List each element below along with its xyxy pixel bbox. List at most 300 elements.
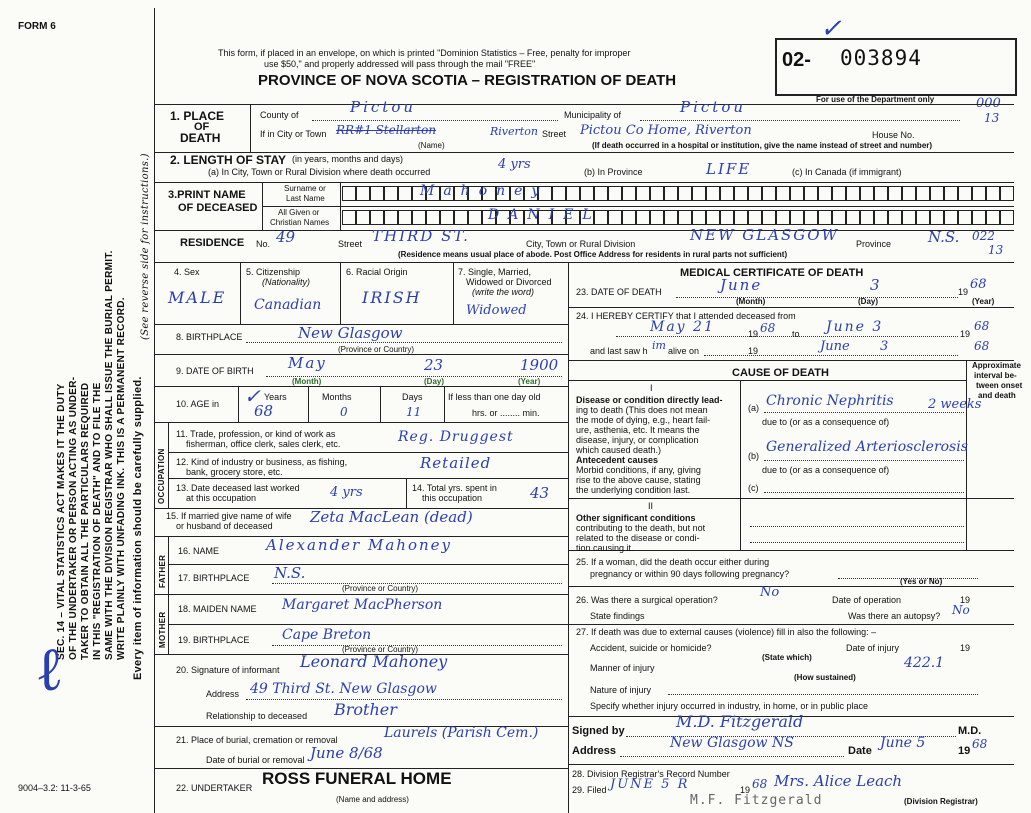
given-names-value: DANIEL: [488, 207, 601, 223]
residence-province-label: Province: [856, 239, 892, 249]
less-than-day-label: If less than one day old: [448, 392, 541, 402]
name-letter-box: [762, 186, 776, 201]
name-letter-box: [384, 210, 398, 225]
informant-label: 20. Signature of informant: [176, 665, 280, 675]
name-letter-box: [370, 186, 384, 201]
name-letter-box: [888, 210, 902, 225]
birthplace-line: [246, 342, 562, 343]
birthplace-label: 8. BIRTHPLACE: [176, 332, 243, 342]
operation-century: 19: [960, 595, 971, 605]
days-label: Days: [402, 392, 423, 402]
check-mark: ✓: [820, 14, 842, 44]
cause-header-rule: [568, 380, 966, 381]
age-div-3: [380, 386, 381, 422]
name-letter-box: [790, 210, 804, 225]
rule-after-trade: [168, 452, 568, 453]
last-worked-label-2: at this occupation: [186, 493, 257, 503]
disease-text-2: ing to death (This does not mean: [576, 405, 708, 415]
name-letter-box: [902, 210, 916, 225]
name-letter-box: [734, 186, 748, 201]
other-conditions-2: contributing to the death, but not: [576, 523, 706, 533]
death-year-sub: (Year): [972, 297, 995, 306]
form-number: FORM 6: [18, 21, 56, 32]
injury-code-value: 422.1: [904, 655, 945, 671]
father-birthplace-sub: (Province or Country): [342, 584, 419, 593]
name-letter-box: [650, 186, 664, 201]
side-text-line5: SAME WITH THE DIVISION REGISTRAR WHO SHALL ISSUE THE BURIAL PERMIT.: [104, 250, 115, 660]
filed-date-value: JUNE 5 R: [610, 777, 690, 792]
side-text-line3: TAKER TO OBTAIN ALL THE PARTICULARS REQUIRED: [80, 382, 91, 660]
death-day-sub: (Day): [858, 297, 879, 306]
age-months-value: 0: [340, 405, 348, 419]
birth-day-value: 23: [424, 356, 444, 374]
industry-label-1: 12. Kind of industry or business, as fishing,: [176, 457, 348, 467]
name-letter-box: [748, 186, 762, 201]
cause-a-line: [764, 412, 964, 413]
burial-place-value: Laurels (Parish Cem.): [384, 725, 539, 741]
birth-month-value: May: [288, 354, 327, 372]
name-letter-box: [874, 186, 888, 201]
relationship-value: Brother: [334, 700, 397, 719]
occupation-divider: [168, 422, 169, 508]
name-letter-box: [370, 210, 384, 225]
signed-date-label: Date: [848, 745, 872, 757]
name-letter-box: [664, 186, 678, 201]
undertaker-sub: (Name and address): [336, 795, 409, 804]
cause-c-label: (c): [748, 483, 759, 493]
informant-address-label: Address: [206, 689, 240, 699]
father-birthplace-label: 17. BIRTHPLACE: [178, 573, 250, 583]
rule-after-industry: [168, 478, 568, 479]
wife-value: Zeta MacLean (dead): [310, 508, 473, 526]
name-letter-box: [692, 186, 706, 201]
autopsy-label: Was there an autopsy?: [848, 611, 941, 621]
surgery-label: 26. Was there a surgical operation?: [576, 595, 718, 605]
department-code: 000: [976, 96, 1001, 111]
day-sub: (Day): [424, 377, 445, 386]
disease-text-6: which caused death.): [576, 445, 662, 455]
name-letter-box: [818, 210, 832, 225]
name-letter-box: [664, 210, 678, 225]
birthplace-value: New Glasgow: [298, 324, 403, 342]
name-letter-box: [958, 210, 972, 225]
birthplace-sub: (Province or Country): [338, 345, 415, 354]
residence-code: 022: [972, 229, 995, 243]
wife-label-2: or husband of deceased: [176, 521, 273, 531]
birth-year-value: 1900: [520, 356, 559, 374]
mother-birthplace-sub: (Province or Country): [342, 645, 419, 654]
name-letter-box: [776, 210, 790, 225]
attend-from-year: 68: [760, 321, 776, 335]
burial-date-label: Date of burial or removal: [206, 755, 305, 765]
rule-mother-mid: [168, 624, 568, 625]
department-code-13: 13: [984, 111, 1000, 125]
specify-injury-label: Specify whether injury occurred in industry, in home, or in public place: [590, 701, 868, 711]
disease-text-1: Disease or condition directly lead-: [576, 395, 723, 405]
name-letter-box: [706, 186, 720, 201]
name-letter-box: [734, 210, 748, 225]
industry-value: Retailed: [420, 454, 492, 472]
name-letter-box: [804, 210, 818, 225]
name-letter-box: [930, 186, 944, 201]
name-letter-box: [972, 186, 986, 201]
disease-text-4: ure, asthenia, etc. It means the: [576, 425, 700, 435]
side-text-line8: (See reverse side for instructions.): [140, 153, 151, 340]
city-value: Riverton: [490, 125, 538, 138]
place-of-death-label: 1. PLACE: [170, 109, 225, 123]
trade-value: Reg. Druggest: [398, 429, 514, 445]
division-registrar-sub: (Division Registrar): [904, 797, 978, 806]
rule-after-cause: [568, 550, 1014, 551]
surname-label: Surname or: [284, 184, 326, 193]
name-letter-box: [706, 210, 720, 225]
age-div-2: [308, 386, 309, 422]
rule-after-signed: [568, 764, 1014, 765]
signed-year: 68: [972, 737, 988, 751]
side-text-line1: SEC. 14 – VITAL STATISTICS ACT MAKES IT THE DUTY: [56, 383, 67, 660]
name-letter-box: [804, 186, 818, 201]
nature-line: [668, 694, 978, 695]
sex-divider: [240, 262, 241, 324]
rule-father-mid: [168, 564, 568, 565]
of-deceased-label: OF DECEASED: [178, 202, 258, 214]
age-label: 10. AGE in: [176, 399, 220, 409]
frame-top-rule: [154, 104, 1014, 105]
signed-address-label: Address: [572, 745, 617, 757]
marital-value: Widowed: [466, 303, 527, 318]
christian-names-label: Christian Names: [270, 218, 330, 227]
age-div-4: [444, 386, 445, 422]
interval-label-4: and death: [978, 391, 1016, 400]
death-label: DEATH: [180, 131, 221, 145]
frame-left-border: [154, 8, 155, 813]
county-value: Pictou: [350, 98, 417, 116]
date-of-injury-label: Date of injury: [846, 643, 900, 653]
stamp-text: M.F. Fitzgerald: [690, 793, 823, 808]
name-letter-box: [944, 186, 958, 201]
months-label: Months: [322, 392, 352, 402]
registration-number: 003894: [840, 46, 922, 70]
name-letter-box: [622, 210, 636, 225]
name-letter-box: [692, 210, 706, 225]
state-findings-label: State findings: [590, 611, 645, 621]
name-letter-box: [342, 186, 356, 201]
residence-code-2: 13: [988, 243, 1004, 257]
county-line: [312, 120, 558, 121]
residence-city-value: NEW GLASGOW: [690, 226, 840, 244]
stay-province-value: LIFE: [706, 160, 752, 178]
years-label: Years: [264, 392, 287, 402]
informant-address-line: [246, 699, 562, 700]
mother-vertical-label: MOTHER: [158, 611, 167, 648]
cause-b-line: [764, 460, 964, 461]
alive-year-value: 68: [974, 339, 990, 353]
morbid-text-2: rise to the above cause, stating: [576, 475, 701, 485]
name-letter-box: [986, 186, 1000, 201]
mailing-notice-line1: This form, if placed in an envelope, on which is printed "Dominion Statistics – Free, penalty for improper: [218, 48, 631, 58]
accident-label: Accident, suicide or homicide?: [590, 643, 712, 653]
other-conditions-1: Other significant conditions: [576, 513, 696, 523]
cause-a-value: Chronic Nephritis: [766, 393, 894, 409]
cause-divider: [740, 380, 741, 550]
hospital-note: (If death occurred in a hospital or institution, give the name instead of street and number): [592, 141, 933, 150]
name-letter-box: [1000, 186, 1014, 201]
father-birthplace-value: N.S.: [274, 564, 306, 582]
side-text-line6: WRITE PLAINLY WITH UNFADING INK. THIS IS A PERMANENT RECORD.: [116, 297, 127, 660]
rule-after-birthdate: [154, 386, 568, 387]
side-margin-mark: ℓ: [30, 633, 67, 707]
autopsy-value: No: [952, 603, 970, 617]
name-letter-box: [608, 210, 622, 225]
certify-label: 24. I HEREBY CERTIFY that I attended deceased from: [576, 311, 796, 321]
stay-city-label: (a) In City, Town or Rural Division where death occurred: [208, 167, 431, 177]
woman-label-2: pregnancy or within 90 days following pregnancy?: [590, 569, 790, 579]
residence-street-label: Street: [338, 239, 363, 249]
racial-origin-value: IRISH: [362, 288, 422, 307]
rule-after-age: [154, 422, 568, 423]
mother-birthplace-value: Cape Breton: [282, 627, 372, 643]
place-of-label: OF: [194, 121, 210, 133]
signed-century: 19: [958, 745, 971, 757]
nature-of-injury-label: Nature of injury: [590, 685, 652, 695]
name-letter-box: [832, 210, 846, 225]
section-i-label: I: [650, 383, 653, 393]
name-letter-box: [342, 210, 356, 225]
mother-maiden-label: 18. MAIDEN NAME: [178, 604, 257, 614]
name-letter-box: [776, 186, 790, 201]
name-letter-box: [916, 210, 930, 225]
medical-certificate-title: MEDICAL CERTIFICATE OF DEATH: [680, 267, 864, 279]
name-letter-box: [720, 210, 734, 225]
mailing-notice-line2: use $50," and properly addressed will pass through the mail "FREE": [264, 59, 536, 69]
name-letter-box: [552, 186, 566, 201]
cause-b-label: (b): [748, 451, 759, 461]
name-letter-box: [720, 186, 734, 201]
alive-century: 19: [748, 346, 759, 356]
father-vertical-label: FATHER: [158, 554, 167, 588]
cause-of-death-title: CAUSE OF DEATH: [732, 367, 829, 379]
rule-before-sec-ii: [568, 498, 1014, 499]
to-label: to: [792, 329, 800, 339]
wife-label-1: 15. If married give name of wife: [166, 511, 292, 521]
name-letter-box: [888, 186, 902, 201]
name-letter-box: [1000, 210, 1014, 225]
municipality-of-label: Municipality of: [564, 110, 622, 120]
name-sublabel: (Name): [418, 141, 445, 150]
rule-after-birthplace: [154, 354, 568, 355]
external-causes-label: 27. If death was due to external causes (violence) fill in also the following: –: [576, 627, 877, 637]
residence-province-value: N.S.: [928, 228, 960, 246]
name-letter-box: [748, 210, 762, 225]
total-years-label-2: this occupation: [422, 493, 483, 503]
side-text-line2: OF THE UNDERTAKER OR PERSON ACTING AS UNDER-: [68, 376, 79, 660]
marital-label-2: Widowed or Divorced: [466, 277, 552, 287]
name-letter-box: [902, 186, 916, 201]
last-name-label: Last Name: [286, 194, 325, 203]
citizen-divider: [340, 262, 341, 324]
filed-label: 29. Filed: [572, 785, 607, 795]
year-sub: (Year): [518, 377, 541, 386]
name-letter-box: [790, 186, 804, 201]
name-letter-box: [874, 210, 888, 225]
length-of-stay-sub: (in years, months and days): [292, 154, 404, 164]
cause-a-label: (a): [748, 403, 759, 413]
residence-label: RESIDENCE: [180, 237, 245, 249]
other-conditions-3: related to the disease or condi-: [576, 533, 700, 543]
section-ii-label: II: [648, 501, 654, 511]
father-name-value: Alexander Mahoney: [266, 536, 452, 554]
years-check-icon: ✓: [244, 384, 261, 408]
cause-a-interval: 2 weeks: [928, 397, 982, 412]
name-letter-box: [594, 186, 608, 201]
registrar-signature: Mrs. Alice Leach: [774, 772, 903, 790]
name-letter-box: [678, 186, 692, 201]
name-letter-box: [398, 186, 412, 201]
burial-date-value: June 8/68: [310, 744, 383, 762]
racial-divider: [453, 262, 454, 324]
worked-divider: [406, 478, 407, 508]
last-worked-value: 4 yrs: [330, 485, 363, 500]
occupation-vertical-label: OCCUPATION: [157, 448, 166, 504]
total-years-value: 43: [530, 484, 550, 502]
cause-b-value: Generalized Arteriosclerosis: [766, 439, 968, 455]
disease-text-5: disease, injury, or complication: [576, 435, 699, 445]
department-use-label: For use of the Department only: [816, 95, 935, 104]
surgery-value: No: [760, 585, 780, 600]
name-letter-box: [412, 210, 426, 225]
place-label-divider: [250, 104, 251, 152]
citizenship-label: 5. Citizenship: [246, 267, 301, 277]
municipality-value: Pictou: [680, 98, 747, 116]
md-label: M.D.: [958, 725, 982, 737]
stay-canada-label: (c) In Canada (if immigrant): [792, 167, 902, 177]
sex-value: MALE: [168, 288, 227, 307]
signed-by-value: M.D. Fitzgerald: [676, 712, 804, 731]
cause-c-line: [764, 492, 964, 493]
other-line-1: [750, 526, 964, 527]
name-letter-box: [580, 186, 594, 201]
street-label: Street: [542, 129, 567, 139]
undertaker-value: ROSS FUNERAL HOME: [262, 769, 452, 788]
hrs-min-label: hrs. or ........ min.: [472, 408, 540, 418]
registrar-record-label: 28. Division Registrar's Record Number: [572, 769, 730, 779]
name-letter-box: [846, 210, 860, 225]
rule-after-surgery: [568, 624, 1014, 625]
city-struck-value: RR#1 Stellarton: [336, 123, 437, 137]
rule-after-stay: [154, 182, 1014, 183]
state-which-sub: (State which): [762, 653, 812, 662]
date-of-birth-label: 9. DATE OF BIRTH: [176, 366, 254, 376]
disease-text-3: the mode of dying, e.g., heart fail-: [576, 415, 711, 425]
side-text-line7: Every item of information should be carefully supplied.: [132, 376, 144, 680]
mother-maiden-value: Margaret MacPherson: [282, 597, 443, 613]
injury-century: 19: [960, 643, 971, 653]
sex-label: 4. Sex: [174, 267, 200, 277]
name-letter-box: [608, 186, 622, 201]
father-divider: [168, 536, 169, 594]
filed-year: 68: [752, 777, 768, 791]
name-letter-box: [636, 210, 650, 225]
municipality-line: [640, 120, 960, 121]
residence-no-value: 49: [276, 228, 296, 246]
other-conditions-4: tion causing it.: [576, 543, 634, 553]
relationship-label: Relationship to deceased: [206, 711, 308, 721]
rule-after-certify: [568, 360, 1014, 361]
name-letter-box: [650, 210, 664, 225]
alive-month-value: June: [820, 339, 850, 354]
name-letter-box: [762, 210, 776, 225]
other-line-2: [750, 542, 964, 543]
attend-to-century: 19: [960, 329, 971, 339]
name-letter-box: [454, 210, 468, 225]
signed-address-line: [620, 756, 844, 757]
due-to-label-1: due to (or as a consequence of): [762, 417, 890, 427]
name-mid-rule: [262, 206, 1014, 207]
racial-origin-label: 6. Racial Origin: [346, 267, 408, 277]
last-saw-value: im: [652, 339, 666, 352]
manner-of-injury-label: Manner of injury: [590, 663, 655, 673]
total-years-label-1: 14. Total yrs. spent in: [412, 483, 497, 493]
industry-label-2: bank, grocery store, etc.: [186, 467, 283, 477]
undertaker-label: 22. UNDERTAKER: [176, 783, 253, 793]
interval-divider: [966, 360, 967, 550]
morbid-text-1: Morbid conditions, if any, giving: [576, 465, 701, 475]
rule-after-residence: [154, 262, 1014, 263]
stay-province-label: (b) In Province: [584, 167, 643, 177]
alive-on-label: alive on: [668, 346, 700, 356]
form-title: PROVINCE OF NOVA SCOTIA – REGISTRATION OF DEATH: [258, 72, 677, 89]
residence-note: (Residence means usual place of abode. Post Office Address for residents in rural parts not sufficient): [398, 250, 788, 259]
surname-value: Mahoney: [420, 183, 549, 199]
name-letter-box: [846, 186, 860, 201]
death-month-value: June: [720, 276, 763, 294]
name-letter-box: [832, 186, 846, 201]
informant-address-value: 49 Third St. New Glasgow: [250, 681, 437, 697]
registration-prefix: 02-: [782, 49, 811, 71]
attend-from-value: May 21: [650, 319, 715, 335]
due-to-label-2: due to (or as a consequence of): [762, 465, 890, 475]
alive-line: [704, 355, 958, 356]
death-year-value: 68: [970, 277, 987, 292]
city-town-label: If in City or Town: [260, 129, 327, 139]
trade-label-2: fisherman, office clerk, sales clerk, etc.: [186, 439, 341, 449]
name-letter-box: [622, 186, 636, 201]
name-letter-box: [944, 210, 958, 225]
father-name-label: 16. NAME: [178, 546, 220, 556]
name-letter-box: [818, 186, 832, 201]
residence-no-label: No.: [256, 239, 271, 249]
name-letter-box: [986, 210, 1000, 225]
house-no-label: House No.: [872, 130, 915, 140]
residence-city-label: City, Town or Rural Division: [526, 239, 636, 249]
length-of-stay-label: 2. LENGTH OF STAY: [170, 153, 287, 167]
side-text-line4: IN THIS "REGISTRATION OF DEATH" AND TO FILE THE: [92, 382, 103, 660]
name-letter-box: [860, 210, 874, 225]
signed-by-label: Signed by: [572, 725, 625, 737]
stay-city-value: 4 yrs: [498, 157, 531, 172]
name-letter-box: [468, 210, 482, 225]
interval-label-1: Approximate: [972, 361, 1021, 370]
name-letter-box: [384, 186, 398, 201]
interval-label-3: tween onset: [976, 381, 1023, 390]
death-day-value: 3: [870, 276, 880, 294]
month-sub: (Month): [292, 377, 322, 386]
certify-line-1: [616, 336, 958, 337]
nationality-label: (Nationality): [262, 277, 311, 287]
yes-no-sub: (Yes or No): [900, 577, 943, 586]
date-of-operation-label: Date of operation: [832, 595, 902, 605]
name-letter-box: [426, 210, 440, 225]
